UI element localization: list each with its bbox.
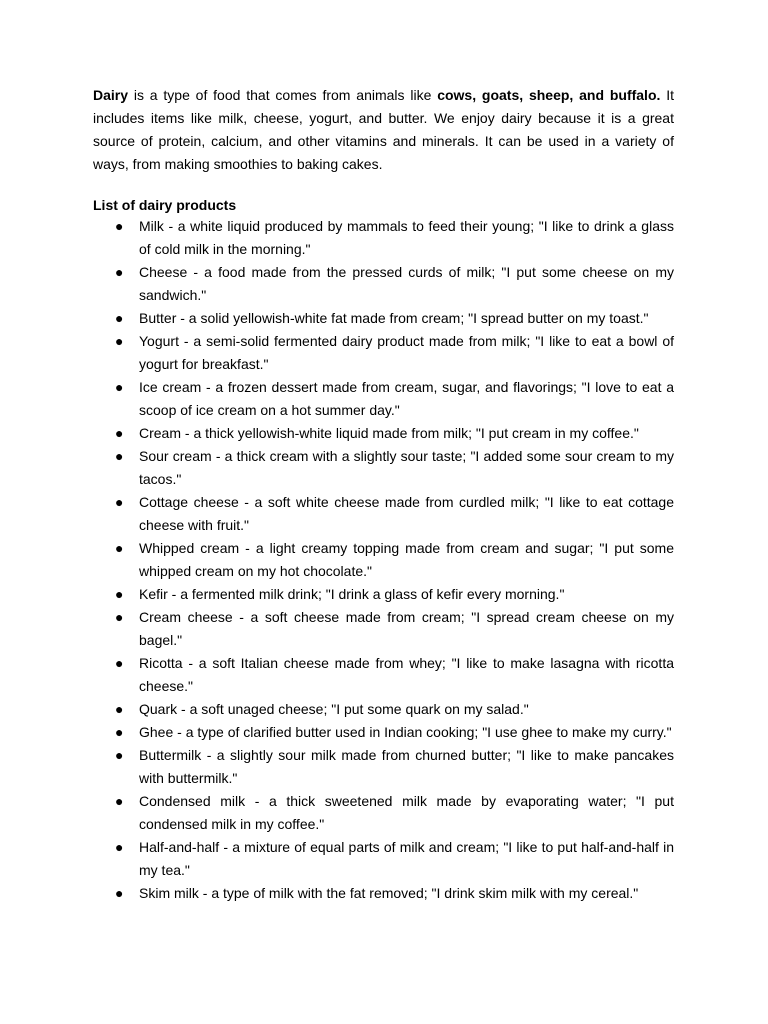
bullet-icon: ● — [115, 885, 124, 901]
list-item-text: Whipped cream - a light creamy topping made from cream and sugar; "I put some whipped cream on my hot chocolate." — [139, 540, 674, 579]
bullet-icon: ● — [115, 586, 124, 602]
list-item — [93, 652, 674, 698]
list-item — [93, 583, 674, 606]
list-item — [93, 882, 674, 905]
intro-animals: cows, goats, sheep, and buffalo. — [437, 87, 661, 103]
list-item-text: Cream cheese - a soft cheese made from cream; "I spread cream cheese on my bagel." — [139, 609, 674, 648]
bullet-icon: ● — [115, 333, 124, 349]
bullet-icon: ● — [115, 701, 124, 717]
bullet-icon: ● — [115, 839, 124, 855]
intro-lead-term: Dairy — [93, 87, 129, 103]
list-item-text: Milk - a white liquid produced by mammals to feed their young; "I like to drink a glass of cold milk in the morning." — [139, 218, 674, 257]
list-item — [93, 721, 674, 744]
list-item — [93, 445, 674, 491]
list-item-text: Ghee - a type of clarified butter used in Indian cooking; "I use ghee to make my curry." — [139, 724, 672, 740]
list-item — [93, 744, 674, 790]
list-item-text: Cottage cheese - a soft white cheese made from curdled milk; "I like to eat cottage cheese with fruit." — [139, 494, 674, 533]
dairy-products-list — [93, 215, 674, 905]
list-item-text: Buttermilk - a slightly sour milk made from churned butter; "I like to make pancakes with buttermilk." — [139, 747, 674, 786]
list-item-text: Ricotta - a soft Italian cheese made from whey; "I like to make lasagna with ricotta cheese." — [139, 655, 674, 694]
list-item-text: Condensed milk - a thick sweetened milk made by evaporating water; "I put condensed milk in my coffee." — [139, 793, 674, 832]
bullet-icon: ● — [115, 494, 124, 510]
intro-paragraph — [93, 84, 674, 176]
list-item — [93, 790, 674, 836]
list-item — [93, 537, 674, 583]
list-item-text: Ice cream - a frozen dessert made from cream, sugar, and flavorings; "I love to eat a scoop of ice cream on a hot summer day." — [139, 379, 674, 418]
list-item — [93, 606, 674, 652]
list-item — [93, 261, 674, 307]
list-item-text: Kefir - a fermented milk drink; "I drink a glass of kefir every morning." — [139, 586, 565, 602]
list-item — [93, 307, 674, 330]
list-item — [93, 330, 674, 376]
bullet-icon: ● — [115, 448, 124, 464]
list-heading: List of dairy products — [93, 197, 237, 213]
list-item — [93, 422, 674, 445]
bullet-icon: ● — [115, 264, 124, 280]
list-item-text: Quark - a soft unaged cheese; "I put some quark on my salad." — [139, 701, 529, 717]
bullet-icon: ● — [115, 609, 124, 625]
bullet-icon: ● — [115, 724, 124, 740]
intro-text-2: It includes items like milk, cheese, yogurt, and butter. We enjoy dairy because it is a great source of protein, calcium, and other vitamins and minerals. It can be used in a variety of ways, from making smoothies to baking cakes. — [93, 87, 674, 172]
list-item-text: Butter - a solid yellowish-white fat made from cream; "I spread butter on my toast." — [139, 310, 649, 326]
list-item — [93, 215, 674, 261]
bullet-icon: ● — [115, 793, 124, 809]
bullet-icon: ● — [115, 218, 124, 234]
list-item — [93, 491, 674, 537]
document-page — [93, 84, 674, 905]
bullet-icon: ● — [115, 747, 124, 763]
list-item — [93, 698, 674, 721]
list-item-text: Yogurt - a semi-solid fermented dairy product made from milk; "I like to eat a bowl of yogurt for breakfast." — [139, 333, 674, 372]
list-item-text: Cheese - a food made from the pressed curds of milk; "I put some cheese on my sandwich." — [139, 264, 674, 303]
list-item-text: Sour cream - a thick cream with a slightly sour taste; "I added some sour cream to my tacos." — [139, 448, 674, 487]
bullet-icon: ● — [115, 425, 124, 441]
bullet-icon: ● — [115, 655, 124, 671]
bullet-icon: ● — [115, 310, 124, 326]
list-item-text: Skim milk - a type of milk with the fat removed; "I drink skim milk with my cereal." — [139, 885, 639, 901]
bullet-icon: ● — [115, 540, 124, 556]
list-item-text: Cream - a thick yellowish-white liquid made from milk; "I put cream in my coffee." — [139, 425, 639, 441]
list-item-text: Half-and-half - a mixture of equal parts of milk and cream; "I like to put half-and-half in my tea." — [139, 839, 674, 878]
intro-text-1: is a type of food that comes from animals like — [128, 87, 438, 103]
list-item — [93, 836, 674, 882]
bullet-icon: ● — [115, 379, 124, 395]
list-item — [93, 376, 674, 422]
